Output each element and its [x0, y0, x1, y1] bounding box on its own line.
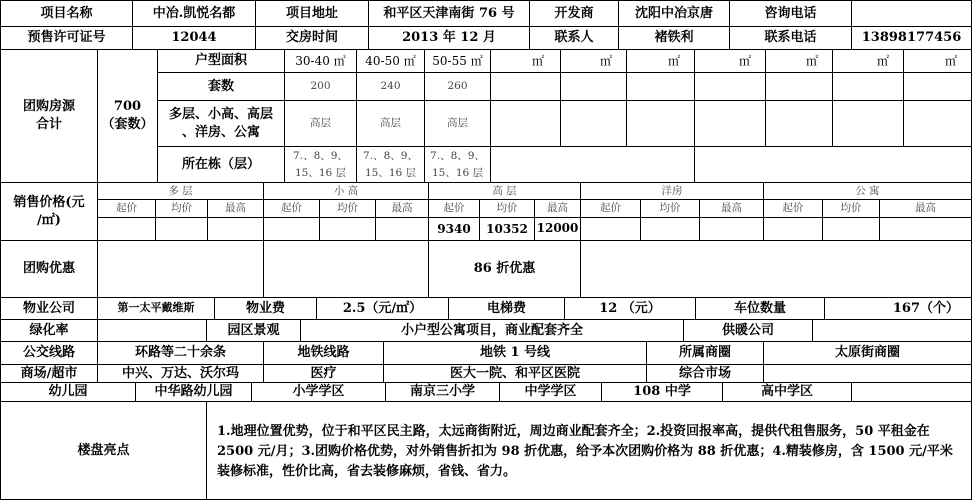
empty-cell: [97, 217, 156, 241]
unit-count: 200: [284, 72, 357, 101]
price-category: 小 高: [263, 182, 429, 200]
empty-cell: [640, 217, 700, 241]
highrise-avg-price: 10352: [479, 217, 535, 241]
empty-cell: [560, 100, 627, 147]
label-building-type: 多层、小高、高层 、洋房、公寓: [157, 100, 285, 147]
area-col: ㎡: [694, 49, 766, 73]
unit-count: 260: [424, 72, 491, 101]
project-name: 中冶.凯悦名都: [132, 0, 256, 27]
label-garden: 园区景观: [206, 319, 301, 342]
label-medical: 医疗: [263, 364, 384, 383]
label-middle-school: 中学学区: [499, 382, 602, 402]
empty-cell: [207, 217, 264, 241]
label-group-housing: 团购房源 合计: [0, 49, 98, 183]
primary-school: 南京三小学: [385, 382, 500, 402]
price-sub: 最高: [879, 199, 972, 218]
bus-lines: 环路等二十余条: [97, 341, 264, 365]
area-col: ㎡: [490, 49, 561, 73]
price-sub: 最高: [699, 199, 764, 218]
area-col: ㎡: [765, 49, 833, 73]
property-fee: 2.5（元/㎡）: [316, 297, 449, 320]
label-green-rate: 绿化率: [0, 319, 98, 342]
price-sub: 均价: [822, 199, 880, 218]
label-hotline: 咨询电话: [729, 0, 852, 27]
phone-number: 13898177456: [851, 26, 972, 50]
empty-cell: [319, 217, 376, 241]
hotline: [851, 0, 972, 27]
area-col: 30-40 ㎡: [284, 49, 357, 73]
price-category: 公 寓: [763, 182, 972, 200]
label-unit-count: 套数: [157, 72, 285, 101]
label-phone: 联系电话: [729, 26, 852, 50]
heating-company: [812, 319, 972, 342]
empty-cell: [263, 217, 320, 241]
delivery-date: 2013 年 12 月: [368, 26, 530, 50]
empty-cell: [626, 100, 695, 147]
highrise-start-price: 9340: [428, 217, 480, 241]
market: 综合市场: [646, 364, 764, 383]
empty-cell: [699, 217, 764, 241]
empty-cell: [626, 72, 695, 101]
garden-landscape: 小户型公寓项目，商业配套齐全: [300, 319, 684, 342]
price-sub: 均价: [155, 199, 208, 218]
empty-cell: [490, 72, 561, 101]
label-building-floor: 所在栋（层）: [157, 146, 285, 183]
empty-cell: [694, 146, 972, 183]
permit-number: 12044: [132, 26, 256, 50]
empty-cell: [155, 217, 208, 241]
empty-cell: [832, 100, 904, 147]
building-floors: 7.、8、9、 15、16 层: [284, 146, 357, 183]
building-type: 高层: [356, 100, 425, 147]
malls: 中兴、万达、沃尔玛: [97, 364, 264, 383]
middle-school: 108 中学: [601, 382, 723, 402]
unit-count: 240: [356, 72, 425, 101]
medical: 医大一院、和平区医院: [383, 364, 647, 383]
price-sub: 起价: [428, 199, 480, 218]
empty-cell: [903, 100, 972, 147]
empty-cell: [763, 364, 972, 383]
label-highlights: 楼盘亮点: [0, 401, 207, 500]
price-category: 洋房: [580, 182, 764, 200]
contact-name: 褚铁利: [618, 26, 730, 50]
label-parking: 车位数量: [695, 297, 825, 320]
label-bus: 公交线路: [0, 341, 98, 365]
label-metro: 地铁线路: [263, 341, 384, 365]
area-col: ㎡: [560, 49, 627, 73]
label-group-discount: 团购优惠: [0, 240, 98, 298]
label-address: 项目地址: [255, 0, 369, 27]
empty-cell: [263, 240, 429, 298]
empty-cell: [765, 72, 833, 101]
highlights-text: 1.地理位置优势，位于和平区民主路，太远商街附近，周边商业配套齐全；2.投资回报率高，提供代租售服务，50 平租金在 2500 元/月；3.团购价格优势，对外销售折扣为 98 折优惠，给予本次团购价格为 88 折优惠；4.精装修房，含 1500 元/平米装修标准，性价比高，省去装修麻烦，省钱、省力。: [206, 401, 972, 500]
label-unit-area: 户型面积: [157, 49, 285, 73]
label-sales-price: 销售价格(元 /㎡): [0, 182, 98, 241]
area-col: ㎡: [903, 49, 972, 73]
building-floors: 7.、8、9、 15、16 层: [424, 146, 491, 183]
price-sub: 最高: [207, 199, 264, 218]
empty-cell: [694, 72, 766, 101]
empty-cell: [694, 100, 766, 147]
empty-cell: [822, 217, 880, 241]
empty-cell: [832, 72, 904, 101]
area-col: 40-50 ㎡: [356, 49, 425, 73]
green-rate: [97, 319, 207, 342]
price-sub: 起价: [97, 199, 156, 218]
price-sub: 均价: [479, 199, 535, 218]
label-mall: 商场/超市: [0, 364, 98, 383]
empty-cell: [375, 217, 429, 241]
price-sub: 起价: [580, 199, 641, 218]
elevator-fee: 12 （元）: [564, 297, 696, 320]
group-discount: 86 折优惠: [428, 240, 581, 298]
price-sub: 均价: [319, 199, 376, 218]
kindergarten: 中华路幼儿园: [135, 382, 252, 402]
building-floors: 7.、8、9、 15、16 层: [356, 146, 425, 183]
label-delivery: 交房时间: [255, 26, 369, 50]
label-district: 所属商圈: [646, 341, 764, 365]
empty-cell: [879, 217, 972, 241]
price-sub: 最高: [534, 199, 581, 218]
empty-cell: [97, 240, 264, 298]
price-sub: 起价: [263, 199, 320, 218]
developer: 沈阳中冶京唐: [618, 0, 730, 27]
label-developer: 开发商: [529, 0, 619, 27]
metro-lines: 地铁 1 号线: [383, 341, 647, 365]
group-total: 700 （套数）: [97, 49, 158, 183]
project-address: 和平区天津南街 76 号: [368, 0, 530, 27]
property-company: 第一太平戴维斯: [97, 297, 215, 320]
price-sub: 均价: [640, 199, 700, 218]
empty-cell: [490, 146, 695, 183]
empty-cell: [765, 100, 833, 147]
label-property-company: 物业公司: [0, 297, 98, 320]
empty-cell: [903, 72, 972, 101]
highrise-max-price: 12000: [534, 217, 581, 241]
building-type: 高层: [284, 100, 357, 147]
label-permit: 预售许可证号: [0, 26, 133, 50]
empty-cell: [763, 217, 823, 241]
label-property-fee: 物业费: [214, 297, 317, 320]
price-sub: 最高: [375, 199, 429, 218]
high-school: [851, 382, 972, 402]
business-district: 太原街商圈: [763, 341, 972, 365]
empty-cell: [580, 217, 641, 241]
price-category: 多 层: [97, 182, 264, 200]
building-type: 高层: [424, 100, 491, 147]
label-primary-school: 小学学区: [251, 382, 386, 402]
empty-cell: [560, 72, 627, 101]
label-kindergarten: 幼儿园: [0, 382, 136, 402]
area-col: ㎡: [832, 49, 904, 73]
label-contact: 联系人: [529, 26, 619, 50]
empty-cell: [490, 100, 561, 147]
label-heating: 供暖公司: [683, 319, 813, 342]
parking-count: 167（个）: [824, 297, 972, 320]
price-category: 高 层: [428, 182, 581, 200]
label-elevator-fee: 电梯费: [448, 297, 565, 320]
price-sub: 起价: [763, 199, 823, 218]
area-col: 50-55 ㎡: [424, 49, 491, 73]
label-project-name: 项目名称: [0, 0, 133, 27]
area-col: ㎡: [626, 49, 695, 73]
empty-cell: [580, 240, 972, 298]
label-high-school: 高中学区: [722, 382, 852, 402]
